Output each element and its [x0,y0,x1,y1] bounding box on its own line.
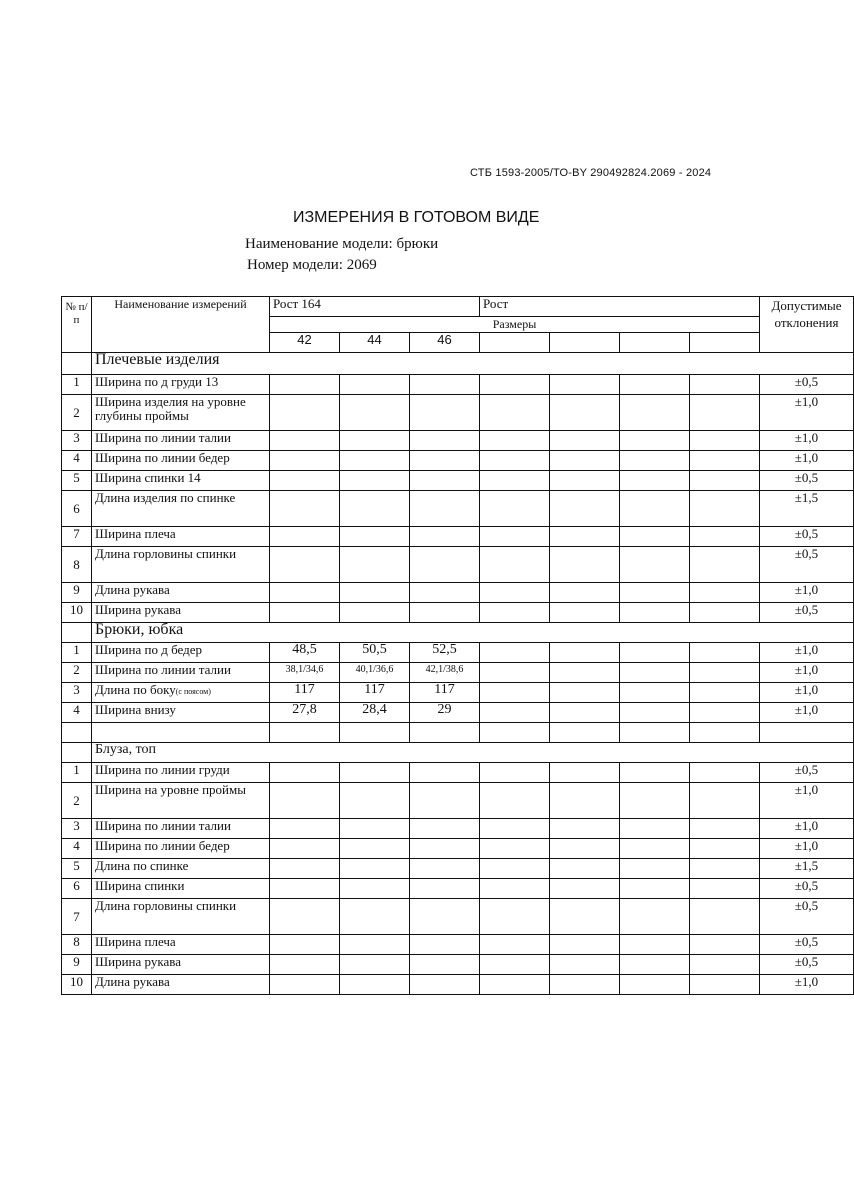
measurement-label: Длина изделия по спинке [95,490,236,505]
measurement-label: Ширина по линии бедер [95,450,230,465]
row-number: 6 [62,491,92,527]
row-number: 5 [62,471,92,491]
size-value: 28,4 [340,703,410,723]
measurement-label: Ширина по линии талии [95,818,231,833]
measurement-label: Ширина рукава [95,954,181,969]
tolerance-value: ±1,5 [760,491,854,527]
size-value: 38,1/34,6 [270,663,340,683]
row-number: 10 [62,975,92,995]
row-number: 10 [62,603,92,623]
measurement-name [92,583,270,603]
row-number: 3 [62,431,92,451]
model-name: Наименование модели: брюки [245,236,439,252]
table-row [62,663,854,683]
table-row [62,375,854,395]
measurement-label: Ширина на уровне проймы [95,782,246,797]
row-number: 7 [62,527,92,547]
measurement-name [92,527,270,547]
section-row [62,623,854,643]
measurement-note: (с поясом) [175,687,211,696]
measurement-name [92,763,270,783]
tolerance-value: ±1,5 [760,859,854,879]
size-value: 117 [410,683,480,703]
row-number: 3 [62,683,92,703]
table-row [62,839,854,859]
row-number: 8 [62,547,92,583]
table-row [62,703,854,723]
measurement-name [92,703,270,723]
row-number: 5 [62,859,92,879]
row-number: 4 [62,839,92,859]
measurement-name [92,603,270,623]
row-number: 6 [62,879,92,899]
table-row [62,395,854,431]
tolerance-value: ±1,0 [760,643,854,663]
measurement-name [92,471,270,491]
table-row [62,643,854,663]
row-number: 9 [62,583,92,603]
tolerance-value: ±1,0 [760,975,854,995]
size-value: 117 [270,683,340,703]
tolerance-value: ±0,5 [760,375,854,395]
measurement-name [92,819,270,839]
standard-code: СТБ 1593-2005/ТО-BY 290492824.2069 - 2024 [470,167,712,179]
measurement-name [92,839,270,859]
measurement-label: Длина горловины спинки [95,898,237,913]
measurement-name [92,975,270,995]
model-number: Номер модели: 2069 [247,257,377,273]
table-row [62,935,854,955]
header-sizes: Размеры [270,317,760,333]
size-value: 42,1/38,6 [410,663,480,683]
measurement-name [92,491,270,527]
row-number: 2 [62,783,92,819]
measurement-label: Ширина по д бедер [95,642,203,657]
table-row [62,603,854,623]
measurement-label: Длина горловины спинки [95,546,237,561]
measurement-name [92,431,270,451]
table-row [62,683,854,703]
measurement-name [92,395,270,431]
table-row [62,491,854,527]
section-row [62,743,854,763]
tolerance-value: ±1,0 [760,583,854,603]
table-row [62,879,854,899]
header-height-2: Рост [480,297,760,317]
measurement-label: Длина по боку [95,682,176,697]
size-value: 50,5 [340,643,410,663]
measurement-label: Ширина по линии бедер [95,838,230,853]
measurement-name [92,663,270,683]
header-height-1: Рост 164 [270,297,480,317]
section-title: Блуза, топ [92,743,854,763]
row-number: 2 [62,395,92,431]
measurement-label: Ширина плеча [95,934,176,949]
tolerance-value: ±1,0 [760,703,854,723]
row-number: 1 [62,643,92,663]
measurement-label: Ширина рукава [95,602,181,617]
measurement-name [92,783,270,819]
tolerance-value: ±1,0 [760,839,854,859]
tolerance-value: ±0,5 [760,527,854,547]
measurement-label: Длина рукава [95,582,170,597]
row-number: 7 [62,899,92,935]
header-size-44: 44 [340,333,410,353]
measurement-label: Ширина внизу [95,702,176,717]
size-value: 52,5 [410,643,480,663]
measurement-label: Ширина спинки [95,878,185,893]
section-title: Брюки, юбка [92,623,854,643]
measurement-name [92,899,270,935]
tolerance-value: ±0,5 [760,899,854,935]
header-size-42: 42 [270,333,340,353]
tolerance-value: ±0,5 [760,471,854,491]
measurement-label: Ширина по д груди 13 [95,374,219,389]
tolerance-value: ±0,5 [760,879,854,899]
measurement-name [92,935,270,955]
tolerance-value: ±0,5 [760,547,854,583]
section-title: Плечевые изделия [92,353,854,375]
measurement-label: Ширина по линии талии [95,662,231,677]
measurement-label: Ширина по линии талии [95,430,231,445]
measurement-label: Ширина спинки 14 [95,470,201,485]
measurement-name [92,375,270,395]
tolerance-value: ±0,5 [760,603,854,623]
size-value: 48,5 [270,643,340,663]
size-value: 29 [410,703,480,723]
table-row [62,899,854,935]
row-number: 8 [62,935,92,955]
table-row [62,819,854,839]
tolerance-value: ±0,5 [760,955,854,975]
measurement-name [92,859,270,879]
row-number: 4 [62,703,92,723]
header-name: Наименование измерений [92,297,270,353]
measurement-name [92,547,270,583]
section-row [62,353,854,375]
tolerance-value: ±1,0 [760,683,854,703]
tolerance-value: ±1,0 [760,451,854,471]
table-row [62,859,854,879]
table-row [62,431,854,451]
tolerance-value: ±0,5 [760,935,854,955]
row-number: 1 [62,763,92,783]
measurement-label: Ширина плеча [95,526,176,541]
table-row [62,471,854,491]
row-number: 4 [62,451,92,471]
table-row [62,527,854,547]
measurement-name [92,451,270,471]
empty-row [62,723,854,743]
tolerance-value: ±1,0 [760,431,854,451]
table-row [62,975,854,995]
measurement-name [92,683,270,703]
measurement-name [92,643,270,663]
table-row [62,955,854,975]
row-number: 1 [62,375,92,395]
measurement-label: Длина рукава [95,974,170,989]
measurement-name [92,879,270,899]
row-number: 2 [62,663,92,683]
measurement-label: Ширина по линии груди [95,762,230,777]
measurement-label: Длина по спинке [95,858,189,873]
header-num: № п/ п [62,297,92,353]
table-body [62,297,854,995]
document-title: ИЗМЕРЕНИЯ В ГОТОВОМ ВИДЕ [293,209,540,226]
tolerance-value: ±1,0 [760,663,854,683]
table-row [62,583,854,603]
header-tolerance: Допустимые отклонения [760,297,854,353]
size-value: 117 [340,683,410,703]
measurement-name [92,955,270,975]
size-value: 27,8 [270,703,340,723]
table-row [62,763,854,783]
size-value: 40,1/36,6 [340,663,410,683]
measurement-label: Ширина изделия на уровне глубины проймы [95,394,246,423]
measurements-table [61,296,854,995]
tolerance-value: ±0,5 [760,763,854,783]
tolerance-value: ±1,0 [760,395,854,431]
row-number: 3 [62,819,92,839]
table-row [62,547,854,583]
table-row [62,451,854,471]
tolerance-value: ±1,0 [760,783,854,819]
table-row [62,783,854,819]
row-number: 9 [62,955,92,975]
tolerance-value: ±1,0 [760,819,854,839]
header-size-46: 46 [410,333,480,353]
